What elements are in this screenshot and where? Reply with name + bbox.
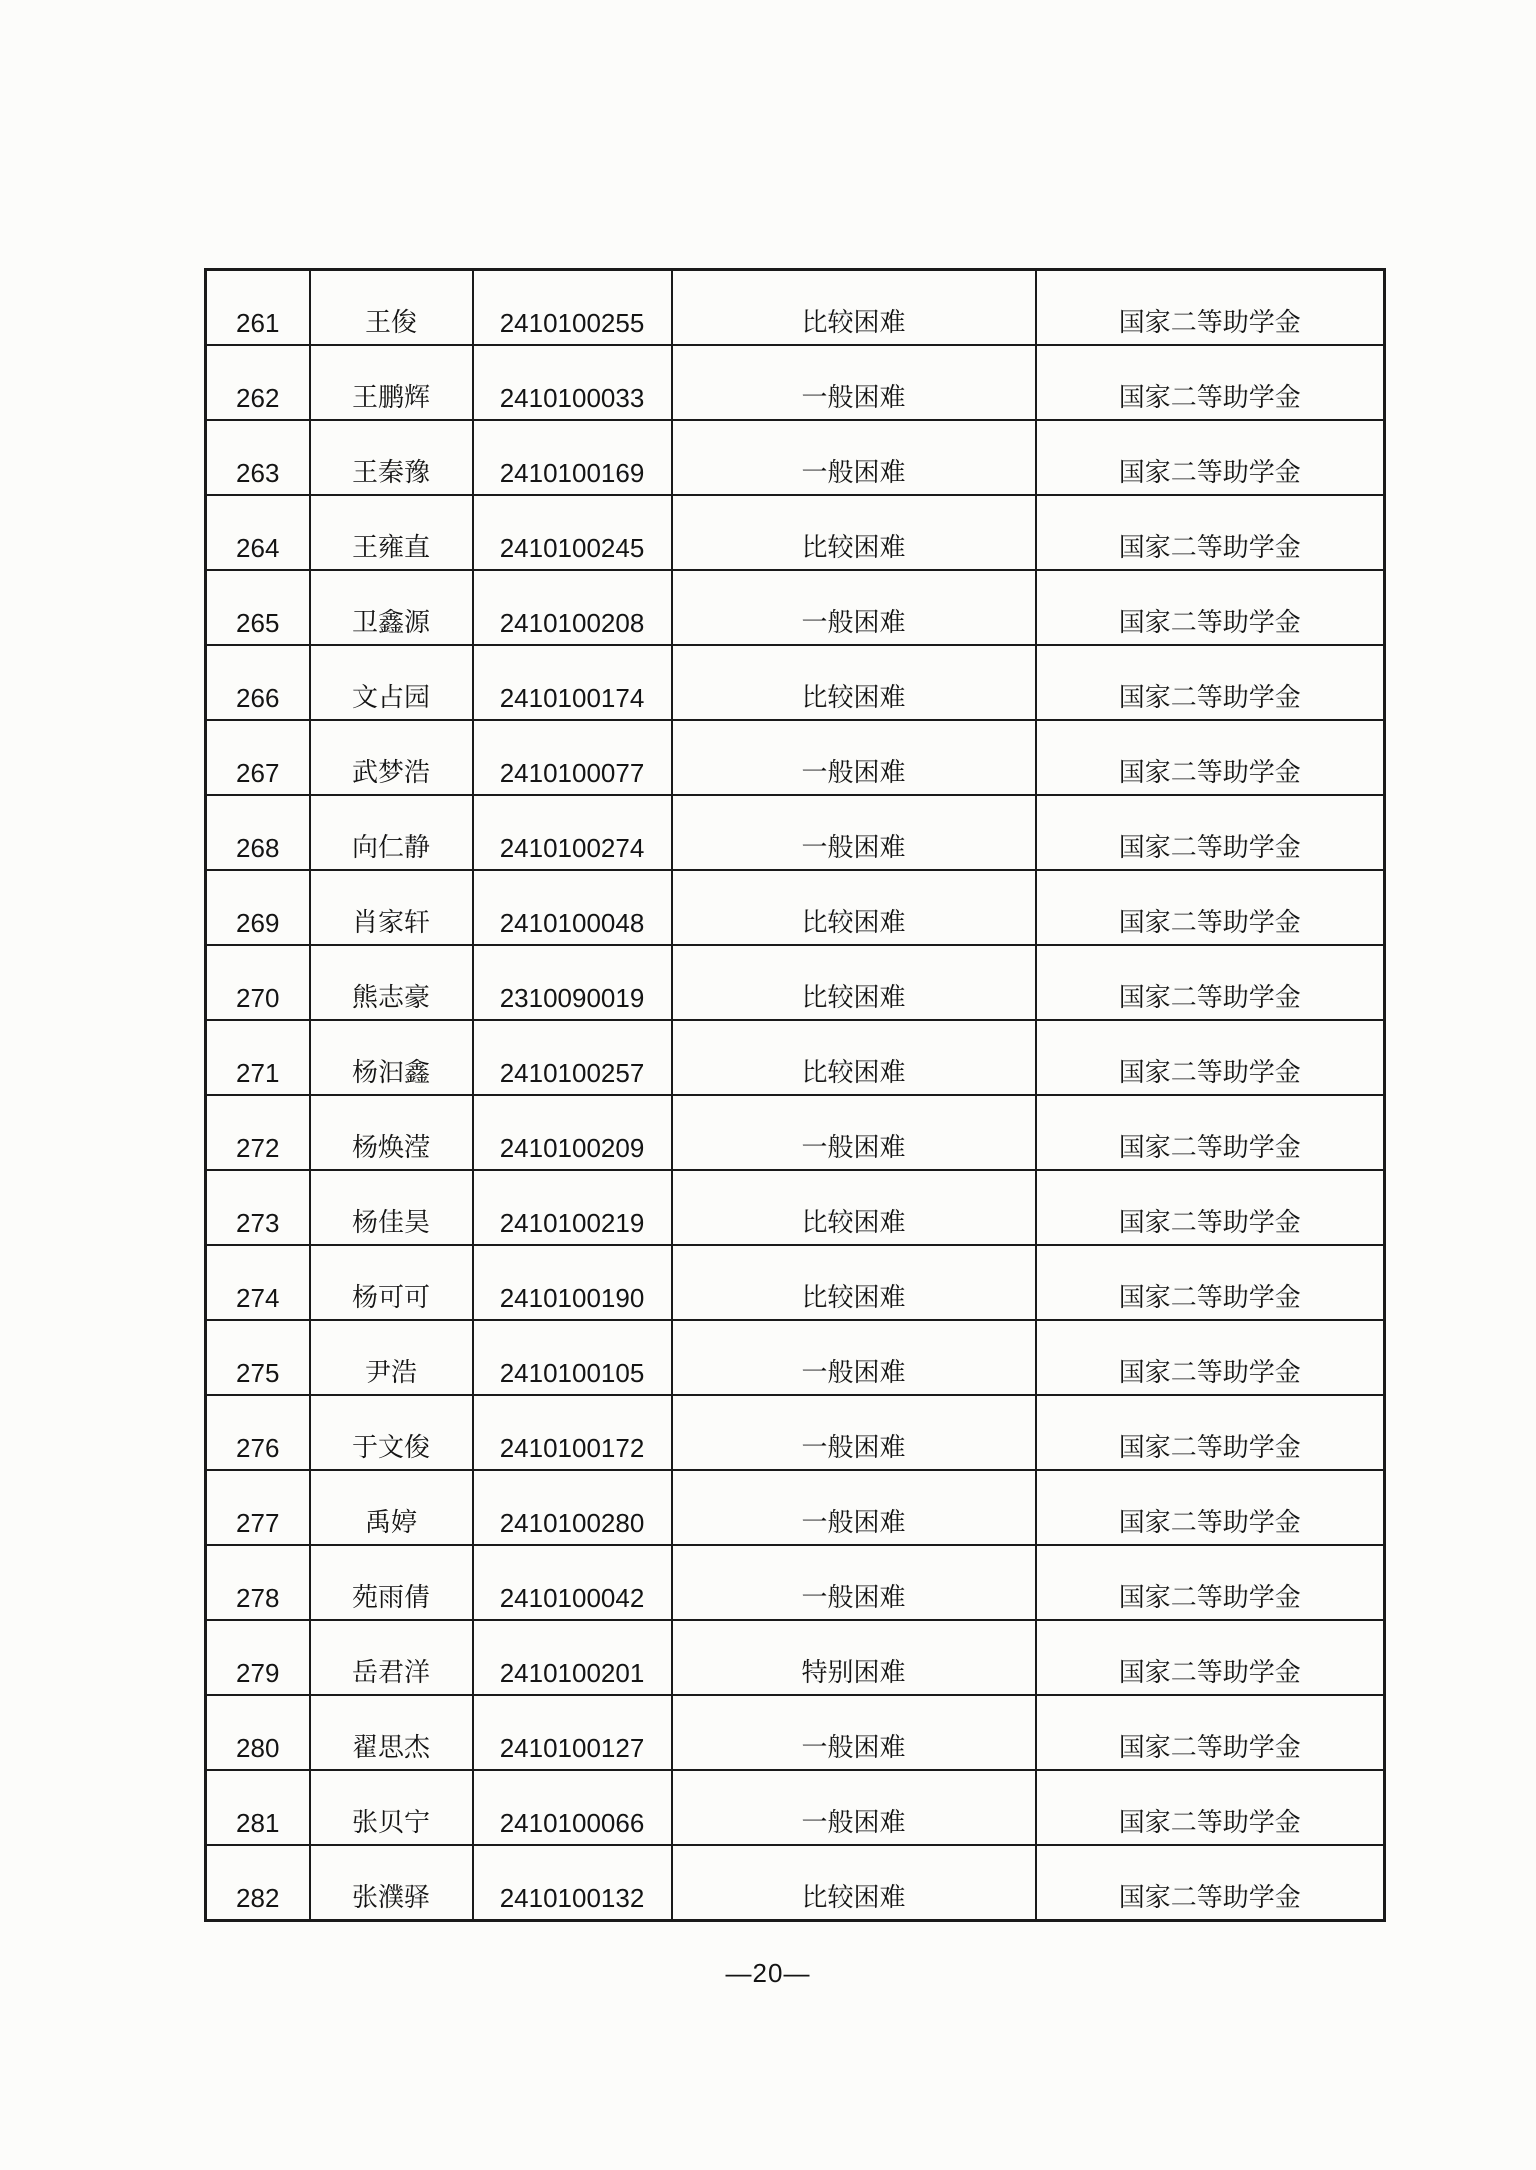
difficulty-level-cell: 一般困难 — [672, 795, 1036, 870]
difficulty-level-cell: 比较困难 — [672, 270, 1036, 346]
award-type-cell: 国家二等助学金 — [1036, 1770, 1385, 1845]
row-number-cell: 268 — [206, 795, 310, 870]
student-name-cell: 杨可可 — [310, 1245, 473, 1320]
row-number-cell: 278 — [206, 1545, 310, 1620]
student-id-cell: 2410100169 — [473, 420, 672, 495]
row-number-cell: 262 — [206, 345, 310, 420]
student-id-cell: 2410100280 — [473, 1470, 672, 1545]
difficulty-level-cell: 一般困难 — [672, 345, 1036, 420]
table-row — [206, 1395, 1385, 1470]
difficulty-level-cell: 一般困难 — [672, 1095, 1036, 1170]
table-row — [206, 945, 1385, 1020]
student-id-cell: 2310090019 — [473, 945, 672, 1020]
award-type-cell: 国家二等助学金 — [1036, 945, 1385, 1020]
student-name-cell: 尹浩 — [310, 1320, 473, 1395]
award-type-cell: 国家二等助学金 — [1036, 1620, 1385, 1695]
table-row — [206, 270, 1385, 346]
award-type-cell: 国家二等助学金 — [1036, 645, 1385, 720]
table-row — [206, 1545, 1385, 1620]
student-id-cell: 2410100208 — [473, 570, 672, 645]
award-type-cell: 国家二等助学金 — [1036, 720, 1385, 795]
difficulty-level-cell: 一般困难 — [672, 420, 1036, 495]
award-type-cell: 国家二等助学金 — [1036, 1245, 1385, 1320]
student-id-cell: 2410100077 — [473, 720, 672, 795]
student-name-cell: 翟思杰 — [310, 1695, 473, 1770]
row-number-cell: 263 — [206, 420, 310, 495]
difficulty-level-cell: 比较困难 — [672, 495, 1036, 570]
difficulty-level-cell: 一般困难 — [672, 1395, 1036, 1470]
difficulty-level-cell: 比较困难 — [672, 945, 1036, 1020]
row-number-cell: 279 — [206, 1620, 310, 1695]
table-row — [206, 570, 1385, 645]
student-id-cell: 2410100066 — [473, 1770, 672, 1845]
award-type-cell: 国家二等助学金 — [1036, 1320, 1385, 1395]
award-type-cell: 国家二等助学金 — [1036, 345, 1385, 420]
row-number-cell: 264 — [206, 495, 310, 570]
student-name-cell: 文占园 — [310, 645, 473, 720]
student-id-cell: 2410100048 — [473, 870, 672, 945]
table-row — [206, 420, 1385, 495]
difficulty-level-cell: 一般困难 — [672, 1695, 1036, 1770]
student-name-cell: 杨焕滢 — [310, 1095, 473, 1170]
row-number-cell: 273 — [206, 1170, 310, 1245]
student-id-cell: 2410100274 — [473, 795, 672, 870]
student-name-cell: 武梦浩 — [310, 720, 473, 795]
row-number-cell: 281 — [206, 1770, 310, 1845]
award-type-cell: 国家二等助学金 — [1036, 1395, 1385, 1470]
student-name-cell: 王鹏辉 — [310, 345, 473, 420]
award-type-cell: 国家二等助学金 — [1036, 570, 1385, 645]
row-number-cell: 265 — [206, 570, 310, 645]
difficulty-level-cell: 比较困难 — [672, 645, 1036, 720]
student-id-cell: 2410100105 — [473, 1320, 672, 1395]
student-id-cell: 2410100209 — [473, 1095, 672, 1170]
difficulty-level-cell: 一般困难 — [672, 570, 1036, 645]
table-body — [206, 270, 1385, 1921]
student-id-cell: 2410100172 — [473, 1395, 672, 1470]
table-row — [206, 1170, 1385, 1245]
student-name-cell: 王雍直 — [310, 495, 473, 570]
student-id-cell: 2410100033 — [473, 345, 672, 420]
difficulty-level-cell: 比较困难 — [672, 1170, 1036, 1245]
table-row — [206, 1770, 1385, 1845]
award-type-cell: 国家二等助学金 — [1036, 495, 1385, 570]
row-number-cell: 275 — [206, 1320, 310, 1395]
student-name-cell: 禹婷 — [310, 1470, 473, 1545]
difficulty-level-cell: 比较困难 — [672, 1245, 1036, 1320]
student-id-cell: 2410100132 — [473, 1845, 672, 1921]
row-number-cell: 274 — [206, 1245, 310, 1320]
table-row — [206, 1095, 1385, 1170]
table-row — [206, 1695, 1385, 1770]
student-aid-table — [204, 268, 1386, 1922]
row-number-cell: 277 — [206, 1470, 310, 1545]
difficulty-level-cell: 比较困难 — [672, 1020, 1036, 1095]
award-type-cell: 国家二等助学金 — [1036, 1470, 1385, 1545]
student-name-cell: 张濮驿 — [310, 1845, 473, 1921]
row-number-cell: 272 — [206, 1095, 310, 1170]
difficulty-level-cell: 一般困难 — [672, 720, 1036, 795]
student-name-cell: 杨佳昊 — [310, 1170, 473, 1245]
difficulty-level-cell: 比较困难 — [672, 870, 1036, 945]
student-name-cell: 杨汩鑫 — [310, 1020, 473, 1095]
row-number-cell: 270 — [206, 945, 310, 1020]
difficulty-level-cell: 一般困难 — [672, 1770, 1036, 1845]
row-number-cell: 267 — [206, 720, 310, 795]
student-name-cell: 王俊 — [310, 270, 473, 346]
student-name-cell: 张贝宁 — [310, 1770, 473, 1845]
student-id-cell: 2410100042 — [473, 1545, 672, 1620]
student-id-cell: 2410100245 — [473, 495, 672, 570]
student-id-cell: 2410100255 — [473, 270, 672, 346]
student-name-cell: 于文俊 — [310, 1395, 473, 1470]
page-number: —20— — [725, 1958, 811, 1988]
table-row — [206, 720, 1385, 795]
table-row — [206, 1620, 1385, 1695]
table-row — [206, 1020, 1385, 1095]
table-row — [206, 645, 1385, 720]
award-type-cell: 国家二等助学金 — [1036, 270, 1385, 346]
student-name-cell: 岳君洋 — [310, 1620, 473, 1695]
table-row — [206, 1245, 1385, 1320]
student-id-cell: 2410100219 — [473, 1170, 672, 1245]
student-id-cell: 2410100127 — [473, 1695, 672, 1770]
award-type-cell: 国家二等助学金 — [1036, 1845, 1385, 1921]
difficulty-level-cell: 比较困难 — [672, 1845, 1036, 1921]
student-name-cell: 向仁静 — [310, 795, 473, 870]
student-name-cell: 肖家轩 — [310, 870, 473, 945]
student-id-cell: 2410100201 — [473, 1620, 672, 1695]
student-id-cell: 2410100257 — [473, 1020, 672, 1095]
row-number-cell: 261 — [206, 270, 310, 346]
student-name-cell: 王秦豫 — [310, 420, 473, 495]
student-id-cell: 2410100174 — [473, 645, 672, 720]
table-row — [206, 1320, 1385, 1395]
row-number-cell: 271 — [206, 1020, 310, 1095]
table-row — [206, 870, 1385, 945]
row-number-cell: 266 — [206, 645, 310, 720]
row-number-cell: 269 — [206, 870, 310, 945]
table-row — [206, 1470, 1385, 1545]
student-name-cell: 卫鑫源 — [310, 570, 473, 645]
row-number-cell: 276 — [206, 1395, 310, 1470]
award-type-cell: 国家二等助学金 — [1036, 1170, 1385, 1245]
award-type-cell: 国家二等助学金 — [1036, 1020, 1385, 1095]
award-type-cell: 国家二等助学金 — [1036, 1545, 1385, 1620]
table-row — [206, 1845, 1385, 1921]
award-type-cell: 国家二等助学金 — [1036, 1695, 1385, 1770]
table-row — [206, 495, 1385, 570]
difficulty-level-cell: 特别困难 — [672, 1620, 1036, 1695]
award-type-cell: 国家二等助学金 — [1036, 1095, 1385, 1170]
difficulty-level-cell: 一般困难 — [672, 1545, 1036, 1620]
student-name-cell: 苑雨倩 — [310, 1545, 473, 1620]
difficulty-level-cell: 一般困难 — [672, 1320, 1036, 1395]
table-row — [206, 345, 1385, 420]
table-row — [206, 795, 1385, 870]
row-number-cell: 280 — [206, 1695, 310, 1770]
award-type-cell: 国家二等助学金 — [1036, 870, 1385, 945]
student-id-cell: 2410100190 — [473, 1245, 672, 1320]
difficulty-level-cell: 一般困难 — [672, 1470, 1036, 1545]
row-number-cell: 282 — [206, 1845, 310, 1921]
award-type-cell: 国家二等助学金 — [1036, 795, 1385, 870]
student-name-cell: 熊志豪 — [310, 945, 473, 1020]
award-type-cell: 国家二等助学金 — [1036, 420, 1385, 495]
